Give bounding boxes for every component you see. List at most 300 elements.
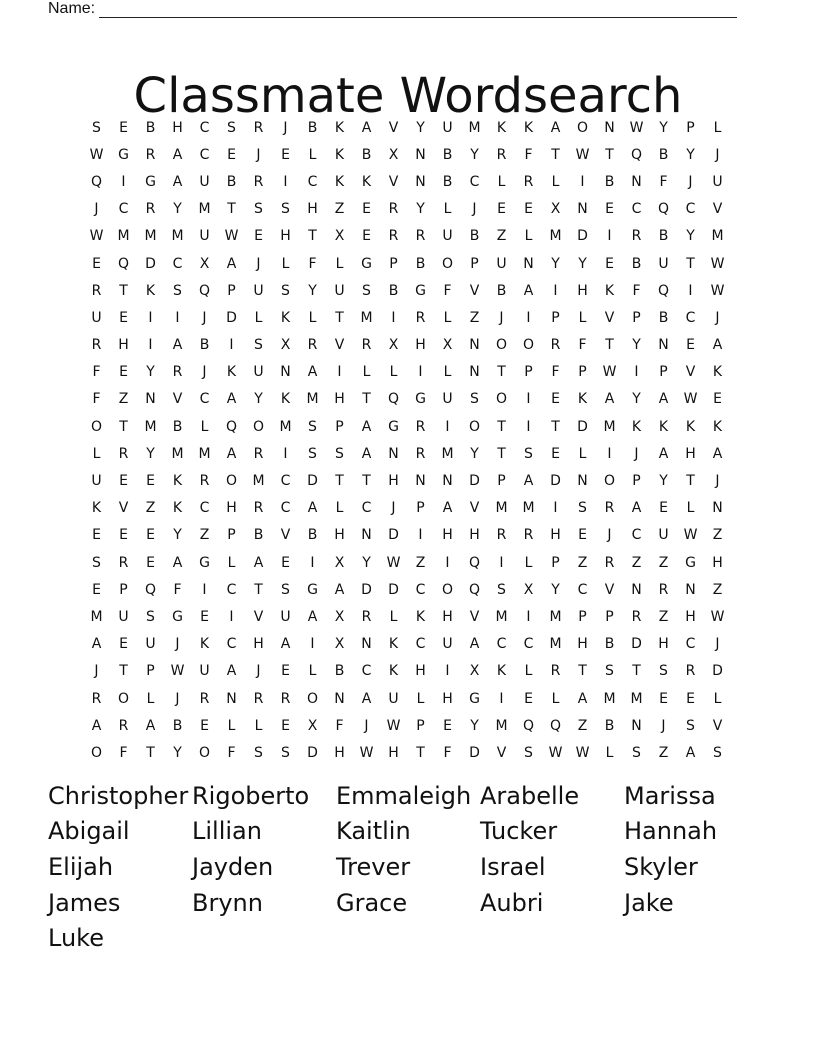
grid-letter[interactable]: W — [575, 744, 590, 761]
grid-letter[interactable]: R — [91, 337, 102, 354]
grid-letter[interactable]: Y — [659, 119, 668, 136]
grid-letter[interactable]: L — [335, 500, 344, 517]
grid-letter[interactable]: K — [334, 119, 345, 136]
grid-letter[interactable]: R — [91, 282, 102, 299]
grid-letter[interactable]: O — [495, 337, 508, 354]
grid-letter[interactable]: C — [280, 473, 291, 490]
grid-letter[interactable]: H — [658, 636, 669, 653]
grid-letter[interactable]: R — [118, 554, 129, 571]
grid-letter[interactable]: V — [712, 201, 723, 218]
grid-letter[interactable]: P — [119, 581, 128, 598]
grid-letter[interactable]: M — [117, 228, 130, 245]
grid-letter[interactable]: B — [253, 527, 264, 544]
grid-letter[interactable]: K — [388, 636, 399, 653]
grid-letter[interactable]: R — [415, 228, 426, 245]
grid-letter[interactable]: A — [145, 717, 156, 734]
grid-letter[interactable]: R — [415, 309, 426, 326]
grid-letter[interactable]: Z — [658, 554, 669, 571]
grid-letter[interactable]: K — [199, 636, 210, 653]
grid-letter[interactable]: A — [604, 391, 615, 408]
grid-letter[interactable]: L — [524, 228, 533, 245]
grid-letter[interactable]: S — [605, 663, 614, 680]
grid-letter[interactable]: H — [469, 527, 480, 544]
grid-letter[interactable]: Y — [470, 717, 479, 734]
grid-letter[interactable]: O — [90, 418, 103, 435]
grid-letter[interactable]: K — [334, 173, 345, 190]
grid-letter[interactable]: E — [119, 473, 128, 490]
grid-letter[interactable]: J — [715, 309, 720, 326]
grid-letter[interactable]: L — [443, 309, 452, 326]
grid-letter[interactable]: D — [307, 744, 318, 761]
grid-letter[interactable]: N — [577, 201, 588, 218]
grid-letter[interactable]: N — [442, 473, 453, 490]
grid-letter[interactable]: J — [202, 364, 207, 381]
grid-letter[interactable]: B — [334, 663, 345, 680]
grid-letter[interactable]: V — [712, 717, 723, 734]
grid-letter[interactable]: U — [334, 282, 345, 299]
grid-letter[interactable]: E — [578, 527, 587, 544]
grid-letter[interactable]: O — [225, 473, 238, 490]
grid-letter[interactable]: A — [685, 744, 696, 761]
grid-letter[interactable]: E — [551, 391, 560, 408]
grid-letter[interactable]: L — [713, 119, 722, 136]
grid-letter[interactable]: P — [416, 717, 425, 734]
grid-letter[interactable]: I — [418, 527, 423, 544]
grid-letter[interactable]: F — [308, 255, 317, 272]
grid-letter[interactable]: Q — [630, 146, 643, 163]
grid-letter[interactable]: L — [551, 173, 560, 190]
grid-letter[interactable]: D — [469, 744, 480, 761]
grid-letter[interactable]: X — [388, 146, 399, 163]
grid-letter[interactable]: I — [283, 173, 288, 190]
grid-letter[interactable]: M — [603, 418, 616, 435]
grid-letter[interactable]: L — [551, 690, 560, 707]
grid-letter[interactable]: I — [148, 337, 153, 354]
grid-letter[interactable]: I — [445, 663, 450, 680]
grid-letter[interactable]: I — [418, 364, 423, 381]
grid-letter[interactable]: A — [469, 636, 480, 653]
grid-letter[interactable]: I — [121, 173, 126, 190]
grid-letter[interactable]: Y — [470, 445, 479, 462]
grid-letter[interactable]: O — [252, 418, 265, 435]
grid-letter[interactable]: S — [497, 581, 506, 598]
grid-letter[interactable]: J — [175, 636, 180, 653]
grid-letter[interactable]: P — [605, 608, 614, 625]
grid-letter[interactable]: B — [226, 173, 237, 190]
grid-letter[interactable]: F — [659, 173, 668, 190]
grid-letter[interactable]: F — [119, 744, 128, 761]
grid-letter[interactable]: Q — [657, 201, 670, 218]
grid-letter[interactable]: G — [172, 608, 183, 625]
grid-letter[interactable]: A — [307, 364, 318, 381]
grid-letter[interactable]: K — [415, 608, 426, 625]
grid-letter[interactable]: T — [335, 473, 344, 490]
grid-letter[interactable]: E — [686, 690, 695, 707]
grid-letter[interactable]: A — [172, 554, 183, 571]
grid-letter[interactable]: E — [119, 527, 128, 544]
grid-letter[interactable]: N — [631, 581, 642, 598]
grid-letter[interactable]: Y — [146, 364, 155, 381]
grid-letter[interactable]: E — [551, 445, 560, 462]
grid-letter[interactable]: U — [442, 119, 453, 136]
grid-letter[interactable]: N — [415, 473, 426, 490]
grid-letter[interactable]: J — [634, 445, 639, 462]
grid-letter[interactable]: N — [361, 527, 372, 544]
grid-letter[interactable]: N — [577, 473, 588, 490]
grid-letter[interactable]: A — [307, 608, 318, 625]
grid-letter[interactable]: A — [226, 391, 237, 408]
grid-letter[interactable]: Y — [254, 391, 263, 408]
grid-letter[interactable]: J — [607, 527, 612, 544]
grid-letter[interactable]: I — [148, 309, 153, 326]
grid-letter[interactable]: V — [604, 581, 615, 598]
grid-letter[interactable]: R — [523, 527, 534, 544]
grid-letter[interactable]: X — [307, 717, 318, 734]
grid-letter[interactable]: P — [470, 255, 479, 272]
grid-letter[interactable]: W — [386, 554, 401, 571]
grid-letter[interactable]: P — [146, 663, 155, 680]
grid-letter[interactable]: H — [118, 337, 129, 354]
grid-letter[interactable]: O — [306, 690, 319, 707]
grid-letter[interactable]: E — [605, 201, 614, 218]
grid-letter[interactable]: S — [308, 418, 317, 435]
grid-letter[interactable]: L — [389, 364, 398, 381]
grid-letter[interactable]: V — [388, 173, 399, 190]
grid-letter[interactable]: R — [253, 173, 264, 190]
grid-letter[interactable]: O — [576, 119, 589, 136]
grid-letter[interactable]: Q — [549, 717, 562, 734]
grid-letter[interactable]: Y — [470, 146, 479, 163]
grid-letter[interactable]: C — [523, 636, 534, 653]
grid-letter[interactable]: A — [226, 663, 237, 680]
grid-letter[interactable]: H — [442, 690, 453, 707]
grid-letter[interactable]: O — [468, 418, 481, 435]
grid-letter[interactable]: Q — [90, 173, 103, 190]
grid-letter[interactable]: T — [416, 744, 425, 761]
grid-letter[interactable]: I — [607, 445, 612, 462]
grid-letter[interactable]: R — [685, 663, 696, 680]
grid-letter[interactable]: R — [91, 690, 102, 707]
grid-letter[interactable]: P — [389, 255, 398, 272]
grid-letter[interactable]: W — [575, 146, 590, 163]
grid-letter[interactable]: V — [496, 744, 507, 761]
grid-letter[interactable]: G — [685, 554, 696, 571]
grid-letter[interactable]: C — [685, 309, 696, 326]
grid-letter[interactable]: E — [92, 527, 101, 544]
grid-letter[interactable]: N — [469, 337, 480, 354]
grid-letter[interactable]: V — [469, 608, 480, 625]
grid-letter[interactable]: S — [254, 337, 263, 354]
grid-letter[interactable]: S — [254, 744, 263, 761]
grid-letter[interactable]: M — [495, 717, 508, 734]
grid-letter[interactable]: M — [549, 636, 562, 653]
grid-letter[interactable]: U — [658, 255, 669, 272]
grid-letter[interactable]: R — [658, 581, 669, 598]
grid-letter[interactable]: M — [495, 500, 508, 517]
grid-letter[interactable]: X — [334, 554, 345, 571]
grid-letter[interactable]: Y — [632, 337, 641, 354]
grid-letter[interactable]: D — [550, 473, 561, 490]
grid-letter[interactable]: S — [524, 744, 533, 761]
grid-letter[interactable]: P — [632, 473, 641, 490]
grid-letter[interactable]: Y — [308, 282, 317, 299]
grid-letter[interactable]: R — [415, 445, 426, 462]
grid-letter[interactable]: Z — [658, 744, 669, 761]
grid-letter[interactable]: H — [253, 636, 264, 653]
grid-letter[interactable]: H — [442, 608, 453, 625]
grid-letter[interactable]: U — [118, 608, 129, 625]
grid-letter[interactable]: U — [712, 173, 723, 190]
grid-letter[interactable]: M — [198, 201, 211, 218]
grid-letter[interactable]: M — [144, 228, 157, 245]
grid-letter[interactable]: U — [253, 282, 264, 299]
grid-letter[interactable]: J — [715, 473, 720, 490]
grid-letter[interactable]: M — [468, 119, 481, 136]
grid-letter[interactable]: T — [227, 201, 236, 218]
grid-letter[interactable]: A — [361, 119, 372, 136]
grid-letter[interactable]: K — [172, 473, 183, 490]
grid-letter[interactable]: T — [497, 445, 506, 462]
grid-letter[interactable]: U — [199, 228, 210, 245]
grid-letter[interactable]: O — [90, 744, 103, 761]
grid-letter[interactable]: Z — [199, 527, 210, 544]
grid-letter[interactable]: C — [415, 581, 426, 598]
grid-letter[interactable]: T — [578, 663, 587, 680]
grid-letter[interactable]: R — [253, 119, 264, 136]
grid-letter[interactable]: Y — [632, 391, 641, 408]
grid-letter[interactable]: D — [307, 473, 318, 490]
grid-letter[interactable]: H — [388, 744, 399, 761]
grid-letter[interactable]: Q — [144, 581, 157, 598]
grid-letter[interactable]: T — [254, 581, 263, 598]
grid-letter[interactable]: E — [200, 608, 209, 625]
grid-letter[interactable]: E — [119, 119, 128, 136]
grid-letter[interactable]: T — [497, 418, 506, 435]
grid-letter[interactable]: L — [227, 717, 236, 734]
grid-letter[interactable]: M — [90, 608, 103, 625]
grid-letter[interactable]: M — [306, 391, 319, 408]
grid-letter[interactable]: B — [658, 309, 669, 326]
grid-letter[interactable]: F — [578, 337, 587, 354]
grid-letter[interactable]: D — [388, 527, 399, 544]
grid-letter[interactable]: C — [199, 146, 210, 163]
grid-letter[interactable]: I — [310, 554, 315, 571]
grid-letter[interactable]: K — [280, 391, 291, 408]
grid-letter[interactable]: M — [549, 228, 562, 245]
grid-letter[interactable]: U — [199, 173, 210, 190]
grid-letter[interactable]: I — [553, 500, 558, 517]
grid-letter[interactable]: A — [226, 445, 237, 462]
grid-letter[interactable]: R — [253, 445, 264, 462]
grid-letter[interactable]: B — [361, 146, 372, 163]
grid-letter[interactable]: V — [334, 337, 345, 354]
grid-letter[interactable]: C — [118, 201, 129, 218]
grid-letter[interactable]: D — [145, 255, 156, 272]
grid-letter[interactable]: F — [92, 364, 101, 381]
grid-letter[interactable]: E — [497, 201, 506, 218]
grid-letter[interactable]: K — [145, 282, 156, 299]
grid-letter[interactable]: R — [307, 337, 318, 354]
grid-letter[interactable]: C — [226, 581, 237, 598]
grid-letter[interactable]: N — [631, 717, 642, 734]
grid-letter[interactable]: K — [496, 119, 507, 136]
grid-letter[interactable]: V — [280, 527, 291, 544]
grid-letter[interactable]: R — [604, 554, 615, 571]
grid-letter[interactable]: M — [495, 608, 508, 625]
grid-letter[interactable]: S — [686, 717, 695, 734]
grid-letter[interactable]: T — [632, 663, 641, 680]
grid-letter[interactable]: S — [524, 445, 533, 462]
grid-letter[interactable]: K — [577, 391, 588, 408]
grid-letter[interactable]: B — [172, 717, 183, 734]
grid-letter[interactable]: E — [92, 581, 101, 598]
grid-letter[interactable]: H — [334, 527, 345, 544]
grid-letter[interactable]: F — [632, 282, 641, 299]
grid-letter[interactable]: F — [227, 744, 236, 761]
grid-letter[interactable]: R — [280, 690, 291, 707]
grid-letter[interactable]: D — [361, 581, 372, 598]
grid-letter[interactable]: X — [334, 228, 345, 245]
grid-letter[interactable]: A — [334, 581, 345, 598]
grid-letter[interactable]: R — [523, 173, 534, 190]
grid-letter[interactable]: P — [578, 608, 587, 625]
grid-letter[interactable]: S — [578, 500, 587, 517]
grid-letter[interactable]: T — [308, 228, 317, 245]
grid-letter[interactable]: N — [631, 173, 642, 190]
grid-letter[interactable]: Q — [468, 581, 481, 598]
grid-letter[interactable]: O — [441, 581, 454, 598]
grid-letter[interactable]: B — [604, 173, 615, 190]
grid-letter[interactable]: X — [334, 608, 345, 625]
grid-letter[interactable]: M — [441, 445, 454, 462]
grid-letter[interactable]: T — [497, 364, 506, 381]
grid-letter[interactable]: K — [685, 418, 696, 435]
grid-letter[interactable]: L — [578, 445, 587, 462]
grid-letter[interactable]: V — [172, 391, 183, 408]
grid-letter[interactable]: E — [713, 391, 722, 408]
grid-letter[interactable]: L — [92, 445, 101, 462]
grid-letter[interactable]: T — [551, 146, 560, 163]
grid-letter[interactable]: L — [443, 201, 452, 218]
grid-letter[interactable]: F — [551, 364, 560, 381]
grid-letter[interactable]: R — [253, 500, 264, 517]
grid-letter[interactable]: K — [361, 173, 372, 190]
grid-letter[interactable]: M — [711, 228, 724, 245]
grid-letter[interactable]: I — [337, 364, 342, 381]
grid-letter[interactable]: Y — [686, 228, 695, 245]
grid-letter[interactable]: C — [199, 500, 210, 517]
grid-letter[interactable]: P — [335, 418, 344, 435]
grid-letter[interactable]: A — [523, 282, 534, 299]
grid-letter[interactable]: W — [683, 527, 698, 544]
grid-letter[interactable]: B — [199, 337, 210, 354]
grid-letter[interactable]: C — [577, 581, 588, 598]
grid-letter[interactable]: P — [227, 282, 236, 299]
grid-letter[interactable]: F — [173, 581, 182, 598]
grid-letter[interactable]: Z — [577, 717, 588, 734]
grid-letter[interactable]: D — [631, 636, 642, 653]
grid-letter[interactable]: D — [469, 473, 480, 490]
grid-letter[interactable]: B — [307, 527, 318, 544]
grid-letter[interactable]: J — [94, 663, 99, 680]
grid-letter[interactable]: U — [91, 473, 102, 490]
grid-letter[interactable]: E — [92, 255, 101, 272]
grid-letter[interactable]: H — [577, 282, 588, 299]
grid-letter[interactable]: S — [281, 744, 290, 761]
grid-letter[interactable]: W — [89, 146, 104, 163]
grid-letter[interactable]: G — [361, 255, 372, 272]
grid-letter[interactable]: N — [523, 255, 534, 272]
name-blank-line[interactable] — [99, 3, 737, 18]
grid-letter[interactable]: E — [659, 690, 668, 707]
grid-letter[interactable]: Y — [551, 255, 560, 272]
grid-letter[interactable]: L — [254, 309, 263, 326]
grid-letter[interactable]: K — [712, 418, 723, 435]
grid-letter[interactable]: G — [388, 418, 399, 435]
grid-letter[interactable]: S — [632, 744, 641, 761]
grid-letter[interactable]: C — [631, 201, 642, 218]
grid-letter[interactable]: L — [497, 173, 506, 190]
grid-letter[interactable]: B — [604, 636, 615, 653]
grid-letter[interactable]: E — [362, 228, 371, 245]
grid-letter[interactable]: J — [661, 717, 666, 734]
grid-letter[interactable]: B — [604, 717, 615, 734]
grid-letter[interactable]: S — [227, 119, 236, 136]
grid-letter[interactable]: Z — [145, 500, 156, 517]
grid-letter[interactable]: S — [281, 581, 290, 598]
grid-letter[interactable]: R — [118, 717, 129, 734]
grid-letter[interactable]: N — [334, 690, 345, 707]
grid-letter[interactable]: T — [146, 744, 155, 761]
grid-letter[interactable]: H — [712, 554, 723, 571]
grid-letter[interactable]: K — [658, 418, 669, 435]
grid-letter[interactable]: N — [604, 119, 615, 136]
grid-letter[interactable]: D — [577, 228, 588, 245]
grid-letter[interactable]: Z — [496, 228, 507, 245]
grid-letter[interactable]: J — [364, 717, 369, 734]
grid-letter[interactable]: Y — [659, 473, 668, 490]
grid-letter[interactable]: P — [632, 309, 641, 326]
grid-letter[interactable]: E — [686, 337, 695, 354]
grid-letter[interactable]: G — [307, 581, 318, 598]
grid-letter[interactable]: H — [442, 527, 453, 544]
grid-letter[interactable]: M — [603, 690, 616, 707]
grid-letter[interactable]: Q — [387, 391, 400, 408]
grid-letter[interactable]: P — [227, 527, 236, 544]
grid-letter[interactable]: K — [523, 119, 534, 136]
grid-letter[interactable]: U — [496, 255, 507, 272]
grid-letter[interactable]: V — [469, 282, 480, 299]
grid-letter[interactable]: W — [710, 255, 725, 272]
grid-letter[interactable]: J — [715, 146, 720, 163]
grid-letter[interactable]: U — [199, 663, 210, 680]
grid-letter[interactable]: W — [89, 228, 104, 245]
grid-letter[interactable]: N — [388, 445, 399, 462]
grid-letter[interactable]: E — [281, 146, 290, 163]
grid-letter[interactable]: N — [469, 364, 480, 381]
grid-letter[interactable]: E — [281, 554, 290, 571]
grid-letter[interactable]: W — [359, 744, 374, 761]
grid-letter[interactable]: N — [280, 364, 291, 381]
grid-letter[interactable]: Y — [362, 554, 371, 571]
grid-letter[interactable]: E — [227, 146, 236, 163]
grid-letter[interactable]: B — [658, 228, 669, 245]
grid-letter[interactable]: H — [334, 744, 345, 761]
grid-letter[interactable]: S — [281, 201, 290, 218]
grid-letter[interactable]: E — [605, 255, 614, 272]
grid-letter[interactable]: Z — [415, 554, 426, 571]
grid-letter[interactable]: R — [199, 690, 210, 707]
